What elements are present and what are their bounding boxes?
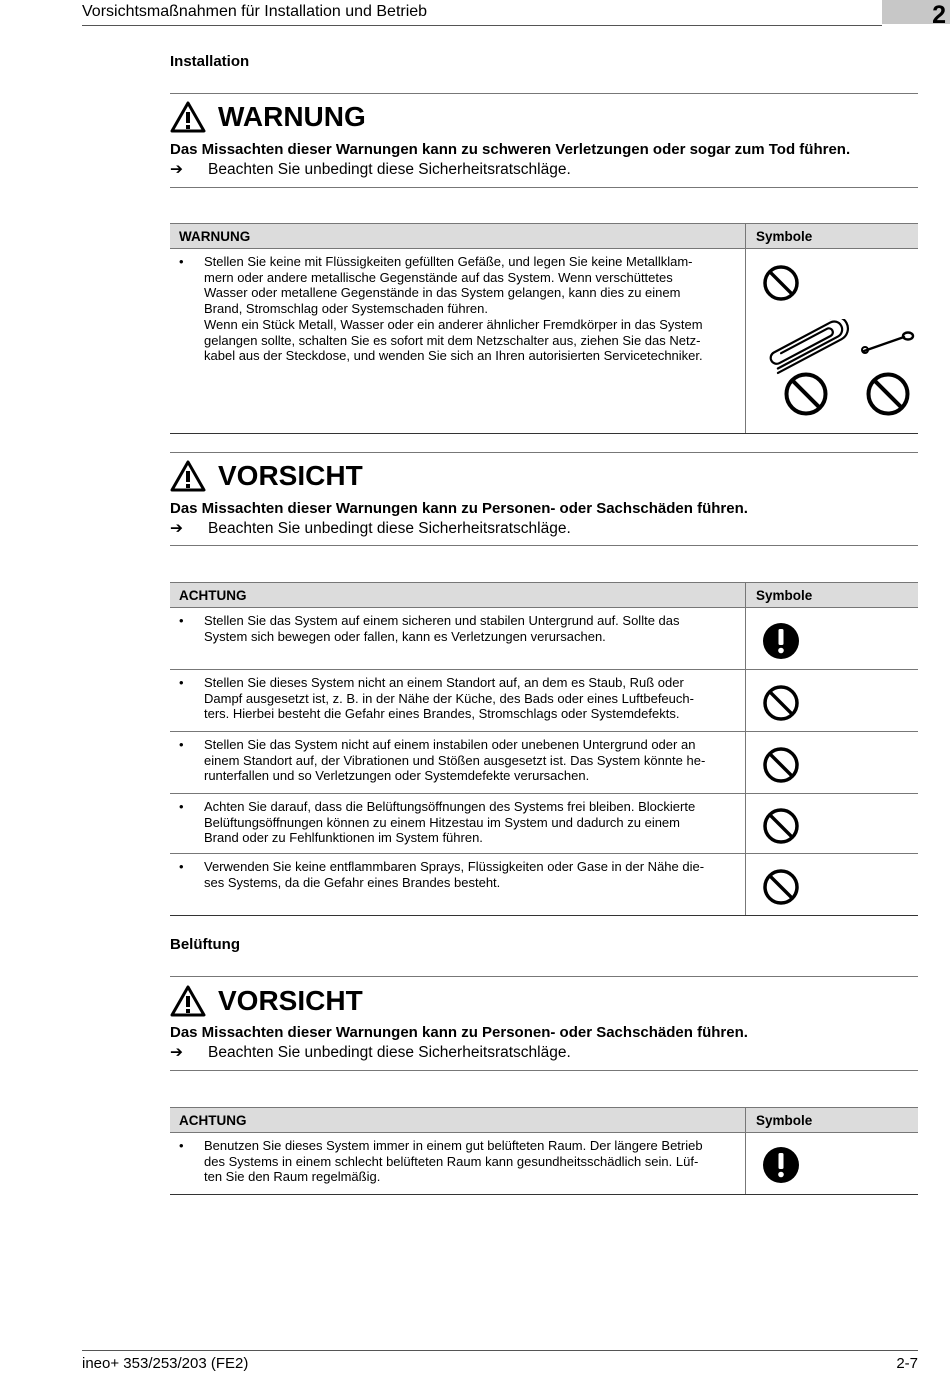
row-text — [204, 254, 734, 364]
callout-vorsicht-note — [170, 519, 571, 538]
column-divider — [745, 794, 746, 853]
bullet: • — [179, 737, 184, 752]
paperclip-icon — [758, 319, 854, 379]
text-line: Stellen Sie dieses System nicht an einem Standort auf, an dem es Staub, Ruß oder — [204, 675, 684, 690]
text-line: ters. Hierbei besteht die Gefahr eines Brandes, Stromschlags oder Systemdefekts. — [204, 706, 680, 722]
header-rule — [82, 25, 882, 26]
divider — [170, 976, 918, 977]
text-line: Wenn ein Stück Metall, Wasser oder ein anderer ähnlicher Fremdkörper in das System — [204, 316, 703, 332]
divider — [170, 545, 918, 546]
running-header-title: Vorsichtsmaßnahmen für Installation und Betrieb — [82, 3, 428, 20]
callout-vorsicht-text: Das Missachten dieser Warnungen kann zu Personen- oder Sachschäden führen. — [170, 1024, 748, 1041]
text-line: Stellen Sie keine mit Flüssigkeiten gefüllten Gefäße, und legen Sie keine Metallklam- — [204, 254, 693, 269]
table-header — [170, 223, 918, 249]
divider — [170, 1070, 918, 1071]
table-row — [170, 854, 918, 916]
table-header-right: Symbole — [756, 1113, 813, 1128]
callout-vorsicht-label: VORSICHT — [218, 460, 363, 491]
warning-triangle-icon — [170, 101, 206, 133]
column-divider — [745, 249, 746, 433]
bullet: • — [179, 1138, 184, 1153]
column-divider — [745, 854, 746, 915]
note-text: Beachten Sie unbedingt diese Sicherheitsratschläge. — [208, 1044, 571, 1061]
prohibition-icon — [783, 371, 829, 417]
text-line: Belüftungsöffnungen können zu einem Hitzestau im System und dadurch zu einem — [204, 814, 680, 830]
prohibition-icon — [762, 264, 800, 302]
table-row — [170, 732, 918, 794]
row-text — [204, 613, 734, 644]
table-header — [170, 582, 918, 608]
text-line: des Systems in einem schlecht belüfteten Raum kann gesundheitsschädlich sein. Lüf- — [204, 1153, 699, 1169]
bullet: • — [179, 613, 184, 628]
table-header — [170, 1107, 918, 1133]
footer-model: ineo+ 353/253/203 (FE2) — [82, 1355, 249, 1372]
callout-vorsicht-label: VORSICHT — [218, 985, 363, 1016]
column-divider — [745, 670, 746, 731]
footer-rule — [82, 1350, 918, 1351]
bullet: • — [179, 254, 184, 269]
table-header-right: Symbole — [756, 588, 813, 603]
column-divider — [745, 1133, 746, 1194]
divider — [170, 93, 918, 94]
divider — [170, 452, 918, 453]
divider — [170, 187, 918, 188]
chapter-tab — [882, 0, 950, 29]
arrow-icon: ➔ — [170, 520, 183, 537]
text-line: Brand, Stromschlag oder Systemschaden führen. — [204, 301, 488, 317]
column-divider — [745, 608, 746, 669]
text-line: gelangen sollte, schalten Sie es sofort mit dem Netzschalter aus, ziehen Sie das Netz- — [204, 332, 701, 348]
row-text — [204, 799, 734, 846]
text-line: Benutzen Sie dieses System immer in einem gut belüfteten Raum. Der längere Betrieb — [204, 1138, 703, 1153]
text-line: runterfallen und so Verletzungen oder Systemdefekte verursachen. — [204, 768, 590, 784]
table-header-divider — [745, 583, 746, 607]
text-line: mern oder andere metallische Gegenstände auf das System. Wenn verschüttetes — [204, 269, 673, 285]
page-number: 2-7 — [896, 1355, 918, 1372]
text-line: Dampf ausgesetzt ist, z. B. in der Nähe der Küche, des Bads oder eines Luftbefeuch- — [204, 690, 694, 706]
table-row — [170, 670, 918, 732]
warning-triangle-icon — [170, 985, 206, 1017]
mandatory-icon — [762, 622, 800, 660]
text-line: Verwenden Sie keine entflammbaren Sprays, Flüssigkeiten oder Gase in der Nähe die- — [204, 859, 705, 874]
callout-vorsicht-text: Das Missachten dieser Warnungen kann zu Personen- oder Sachschäden führen. — [170, 500, 748, 517]
prohibition-icon — [762, 868, 800, 906]
prohibition-icon — [762, 746, 800, 784]
callout-vorsicht-title — [170, 984, 363, 1018]
table-row — [170, 249, 918, 434]
text-line: einem Standort auf, der Vibrationen und Stößen ausgesetzt ist. Das System könnte he- — [204, 752, 706, 768]
column-divider — [745, 732, 746, 793]
table-header-right: Symbole — [756, 229, 813, 244]
text-line: ten Sie den Raum regelmäßig. — [204, 1169, 381, 1185]
table-row — [170, 794, 918, 854]
callout-warnung-title — [170, 100, 366, 134]
table-row — [170, 1133, 918, 1195]
text-line: Brand oder zu Fehlfunktionen im System führen. — [204, 830, 483, 846]
row-text — [204, 737, 734, 784]
text-line: System sich bewegen oder fallen, kann es Verletzungen verursachen. — [204, 628, 606, 644]
arrow-icon: ➔ — [170, 1044, 183, 1061]
mandatory-icon — [762, 1146, 800, 1184]
bullet: • — [179, 859, 184, 874]
pin-icon — [860, 329, 916, 359]
text-line: kabel aus der Steckdose, und wenden Sie sich an Ihren autorisierten Servicetechniker. — [204, 348, 703, 364]
prohibition-icon — [762, 684, 800, 722]
chapter-number: 2 — [932, 1, 946, 29]
row-text — [204, 675, 734, 722]
callout-warnung-note — [170, 160, 571, 179]
prohibition-icon — [762, 807, 800, 845]
prohibition-icon — [865, 371, 911, 417]
callout-warnung-text: Das Missachten dieser Warnungen kann zu schweren Verletzungen oder sogar zum Tod führen. — [170, 141, 851, 158]
row-text — [204, 1138, 734, 1185]
callout-vorsicht-title — [170, 459, 363, 493]
table-row — [170, 608, 918, 670]
callout-warnung-label: WARNUNG — [218, 101, 366, 132]
table-header-divider — [745, 224, 746, 248]
text-line: ses Systems, da die Gefahr eines Brandes besteht. — [204, 874, 501, 890]
callout-vorsicht-note — [170, 1043, 571, 1062]
text-line: Achten Sie darauf, dass die Belüftungsöffnungen des Systems frei bleiben. Blockierte — [204, 799, 696, 814]
warning-triangle-icon — [170, 460, 206, 492]
bullet: • — [179, 799, 184, 814]
table-header-divider — [745, 1108, 746, 1132]
table-header-left: WARNUNG — [179, 229, 251, 244]
note-text: Beachten Sie unbedingt diese Sicherheitsratschläge. — [208, 161, 571, 178]
table-header-left: ACHTUNG — [179, 1113, 247, 1128]
text-line: Stellen Sie das System auf einem sicheren und stabilen Untergrund auf. Sollte das — [204, 613, 680, 628]
table-header-left: ACHTUNG — [179, 588, 247, 603]
text-line: Stellen Sie das System nicht auf einem instabilen oder unebenen Untergrund oder an — [204, 737, 696, 752]
note-text: Beachten Sie unbedingt diese Sicherheitsratschläge. — [208, 520, 571, 537]
bullet: • — [179, 675, 184, 690]
row-text — [204, 859, 734, 890]
arrow-icon: ➔ — [170, 161, 183, 178]
section-heading-belueftung: Belüftung — [170, 936, 240, 953]
text-line: Wasser oder metallene Gegenstände in das System gelangen, kann dies zu einem — [204, 285, 681, 301]
section-heading-installation: Installation — [170, 53, 250, 70]
